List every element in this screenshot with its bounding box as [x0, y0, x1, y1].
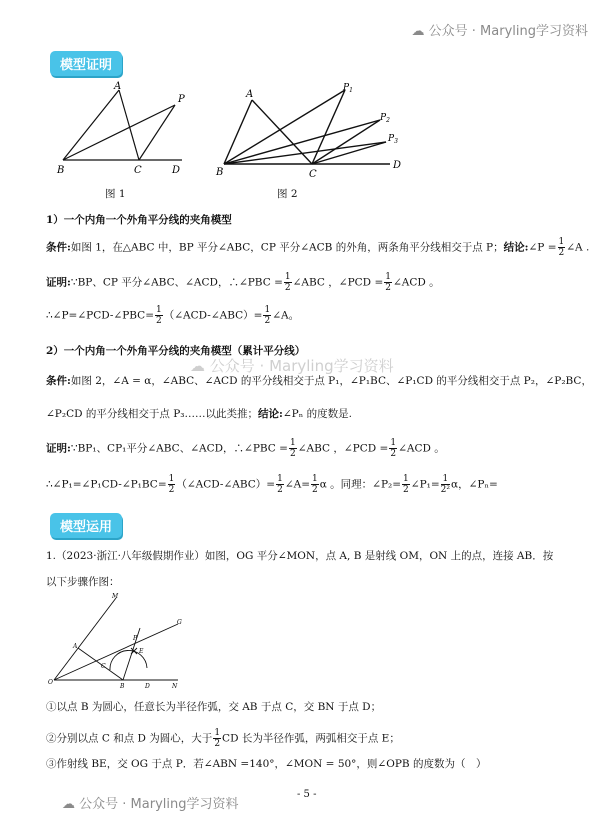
ray-og — [54, 624, 178, 680]
fig2-label-d: D — [393, 160, 402, 171]
label-p: P — [133, 635, 138, 642]
figure-2 — [212, 82, 407, 182]
q1-stem: 1.（2023·浙江·八年级假期作业）如图，OG 平分∠MON，点 A, B 是射线 OM，ON 上的点，连接 AB．按 — [46, 550, 554, 562]
q1-step-2: ②分别以点 C 和点 D 为圆心，大于 $\frac{1}{2}$ CD 长为半径作弧，两弧相交于点 E； — [46, 728, 400, 749]
fig1-line-ac — [119, 90, 139, 160]
s2-condition-2: ∠P₂CD 的平分线相交于点 P₃……以此类推；结论:∠Pₙ 的度数是. — [46, 408, 352, 420]
fig1-line-ba — [63, 90, 119, 160]
fig1-line-bp — [63, 105, 175, 160]
fig2-label-c: C — [309, 169, 317, 180]
wechat-icon: ☁ — [62, 797, 75, 812]
figure-1 — [55, 80, 195, 180]
fig2-line-ac — [252, 100, 312, 164]
fig1-label-b: B — [57, 165, 65, 176]
s2-proof: 证明:∵BP₁、CP₁平分∠ABC、∠ACD，∴∠PBC = $\frac{1}{2}$ ∠ABC ，∠PCD = $\frac{1}{2}$ ∠ACD 。 — [46, 438, 445, 459]
q1-step-1: ①以点 B 为圆心，任意长为半径作弧，交 AB 于点 C，交 BN 于点 D； — [46, 701, 382, 713]
label-m: M — [112, 593, 119, 600]
ray-om — [54, 598, 116, 680]
s1-derivation: ∴∠P=∠PCD-∠PBC= $\frac{1}{2}$ （∠ACD-∠ABC）= $\frac{1}{2}$ ∠A。 — [46, 305, 300, 326]
q1-step-3: ③作射线 BE，交 OG 于点 P．若∠ABN =140°，∠MON = 50°，则∠OPB 的度数为（ ） — [46, 758, 487, 770]
label-d: D — [145, 683, 150, 690]
fig1-caption: 图 1 — [105, 188, 126, 200]
fig2-label-p3: $P_3$ — [388, 134, 398, 145]
q1-figure — [46, 590, 196, 690]
fig2-label-a: A — [246, 89, 254, 100]
fig1-label-p: P — [178, 94, 185, 105]
s1-condition: 条件:如图 1，在△ABC 中，BP 平分∠ABC，CP 平分∠ACB 的外角，两条角平分线相交于点 P；结论:∠P = $\frac{1}{2}$ ∠A . — [46, 237, 590, 258]
label-a: A — [73, 643, 78, 650]
label-g: G — [177, 619, 182, 626]
fig1-label-c: C — [134, 165, 142, 176]
watermark-top: ☁ 公众号 · Maryling学习资料 — [411, 24, 588, 39]
badge-model-proof: 模型证明 — [50, 51, 122, 76]
s2-derivation: ∴∠P₁=∠P₁CD-∠P₁BC= $\frac{1}{2}$ （∠ACD-∠ABC）= $\frac{1}{2}$ ∠A= $\frac{1}{2}$ α 。同理：∠P₂= $\frac{1}{2}$ ∠P₁= $\frac{1}{\text{2²}}$ α，∠Pₙ= — [46, 474, 498, 495]
fig2-line-bp1 — [224, 90, 345, 164]
fig2-label-p1: $P_1$ — [343, 83, 353, 94]
fig2-label-b: B — [216, 167, 224, 178]
wechat-icon: ☁ — [411, 24, 425, 39]
s2-heading: 2）一个内角一个外角平分线的夹角模型（累计平分线） — [46, 345, 306, 357]
s1-proof: 证明:∵BP、CP 平分∠ABC、∠ACD，∴∠PBC = $\frac{1}{2}$ ∠ABC ，∠PCD = $\frac{1}{2}$ ∠ACD 。 — [46, 272, 440, 293]
watermark-bottom: ☁ 公众号 · Maryling学习资料 — [62, 797, 239, 812]
fig2-caption: 图 2 — [277, 188, 298, 200]
fig2-line-bp2 — [224, 120, 380, 164]
label-n: N — [172, 683, 178, 690]
label-o: O — [48, 679, 53, 686]
page-number: - 5 - — [297, 789, 317, 800]
fig2-line-cp3 — [312, 142, 386, 164]
fig2-line-ba — [224, 100, 252, 164]
s1-heading: 1）一个内角一个外角平分线的夹角模型 — [46, 214, 232, 226]
s2-condition: 条件:如图 2，∠A = α，∠ABC、∠ACD 的平分线相交于点 P₁，∠P₁BC、∠P₁CD 的平分线相交于点 P₂，∠P₂BC， — [46, 375, 592, 387]
label-c: C — [101, 663, 106, 670]
fig1-label-d: D — [172, 165, 181, 176]
fig1-label-a: A — [114, 81, 122, 92]
q1-stem-2: 以下步骤作图： — [46, 576, 120, 588]
fig2-label-p2: $P_2$ — [380, 113, 390, 124]
fig2-line-bp3 — [224, 142, 386, 164]
badge-model-apply: 模型运用 — [50, 513, 122, 538]
label-e: E — [139, 648, 144, 655]
label-b: B — [120, 683, 125, 690]
watermark-mid: ☁ 公众号 · Maryling学习资料 — [190, 357, 394, 375]
wechat-icon: ☁ — [190, 357, 205, 375]
